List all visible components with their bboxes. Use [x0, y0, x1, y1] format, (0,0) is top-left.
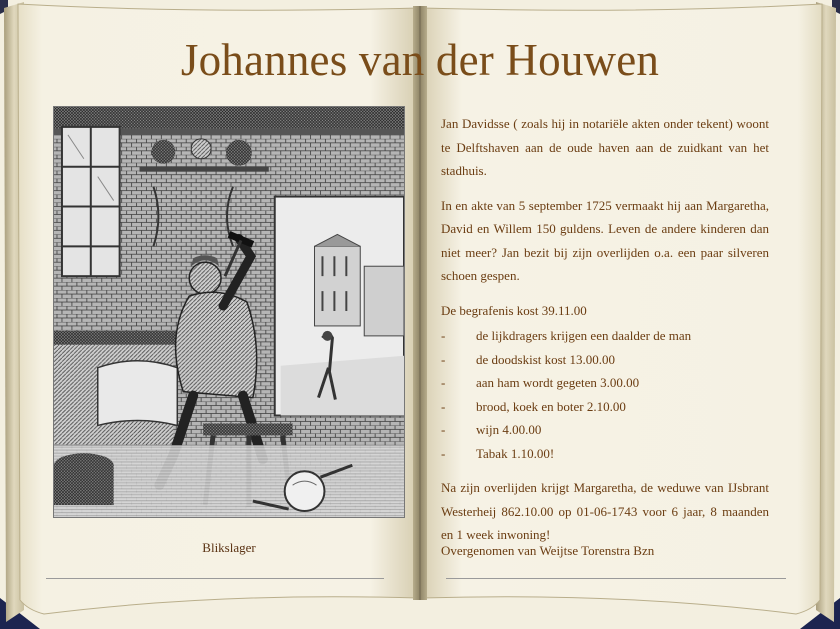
list-item: - de lijkdragers krijgen een daalder de man	[441, 328, 692, 343]
paragraph: Na zijn overlijden krijgt Margaretha, de weduwe van IJsbrant Westerheij 862.10.00 op 01-06-1743 voor 6 jaar, 8 maanden en 1 week inwoning!	[441, 480, 769, 542]
source-credit: Overgenomen van Weijtse Torenstra Bzn	[441, 543, 655, 558]
list-item: - aan ham wordt gegeten 3.00.00	[441, 375, 640, 390]
page-text	[441, 112, 769, 558]
footer-rule-right	[446, 578, 786, 579]
paragraph: In en akte van 5 september 1725 vermaakt hij aan Margaretha, David en Willem 150 guldens. Leven de andere kinderen dan niet meer? Jan bezit bij zijn overlijden o.a. een paar silveren schoen gespen.	[441, 197, 769, 283]
page-title: Johannes van der Houwen	[180, 35, 660, 85]
footer-rule-left	[46, 578, 384, 579]
list-item: - wijn 4.00.00	[441, 422, 542, 437]
paragraph: Jan Davidsse ( zoals hij in notariële akten onder tekent) woont te Delftshaven aan de oude haven aan de zuidkant van het stadhuis.	[441, 116, 769, 178]
image-caption: Blikslager	[202, 540, 256, 555]
paragraph: De begrafenis kost 39.11.00	[441, 302, 587, 318]
cost-list	[441, 324, 769, 465]
list-item: - Tabak 1.10.00!	[441, 445, 555, 461]
list-item: - brood, koek en boter 2.10.00	[441, 398, 626, 414]
list-item: - de doodskist kost 13.00.00	[441, 351, 616, 367]
engraving-image	[53, 106, 405, 518]
